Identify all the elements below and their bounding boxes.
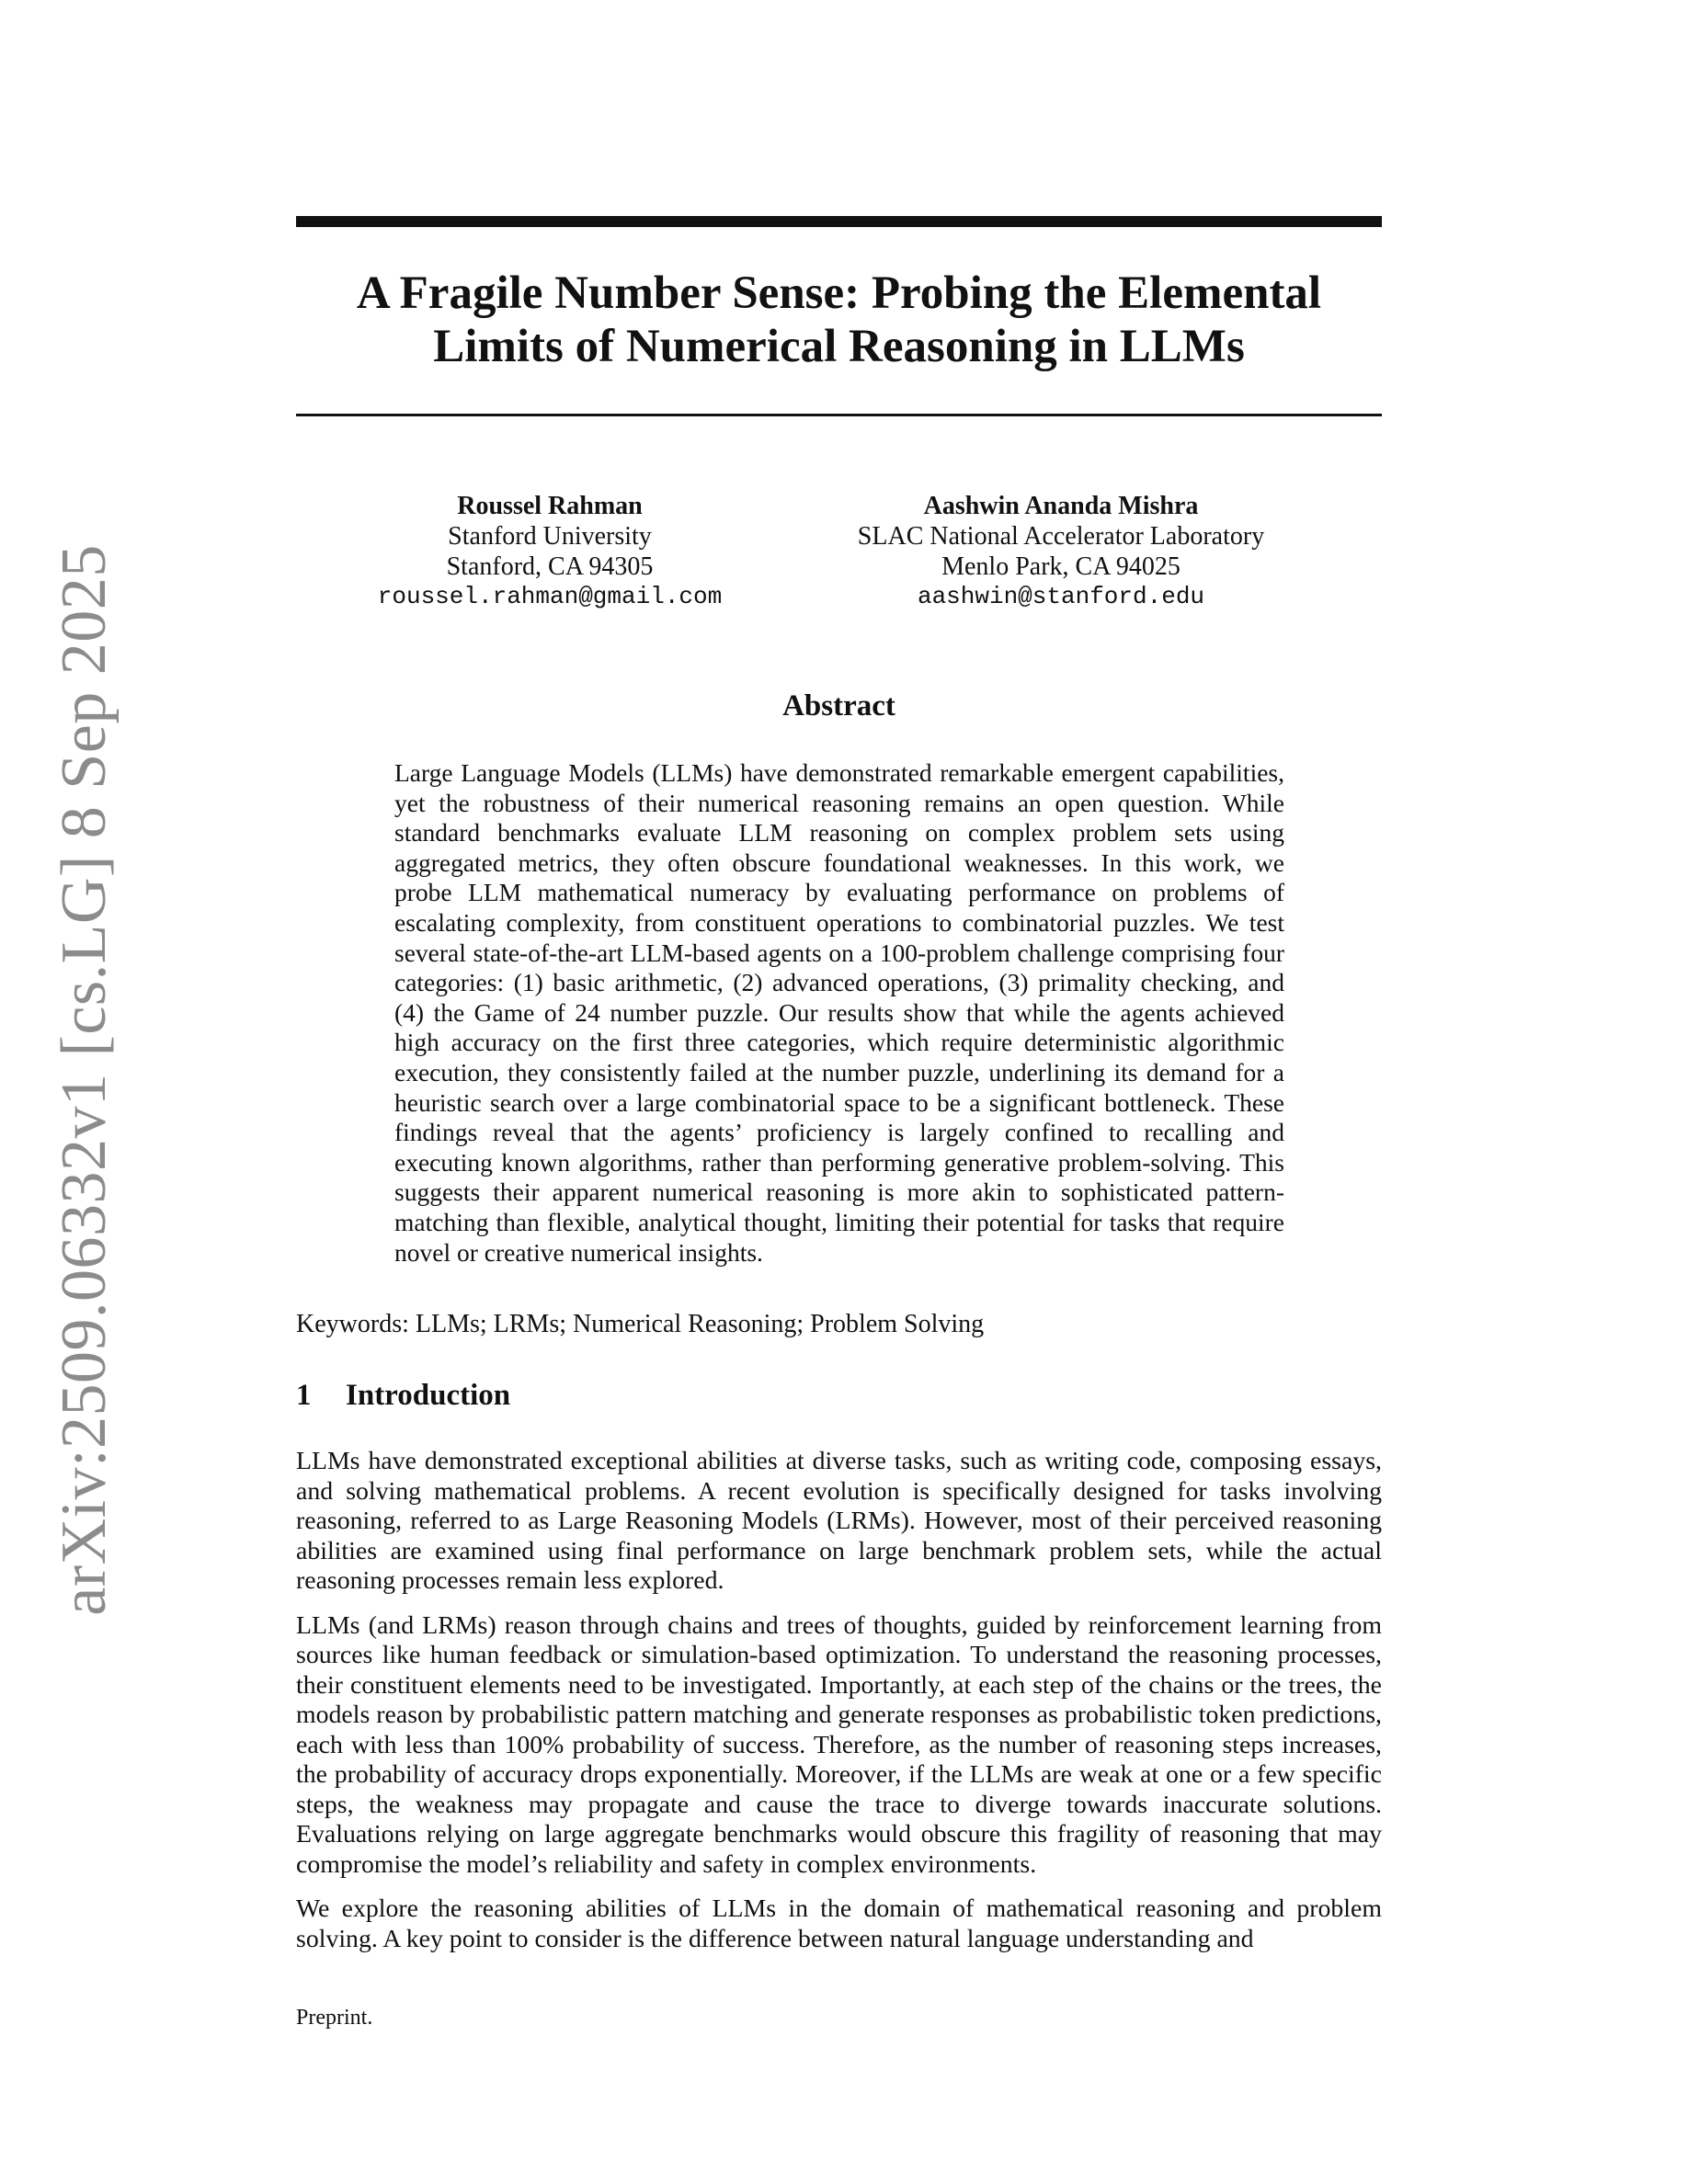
author-email: roussel.rahman@gmail.com: [377, 583, 723, 610]
intro-paragraph: LLMs have demonstrated exceptional abilities at diverse tasks, such as writing code, composing essays, and solving mathematical problems. A recent evolution is specifically designed for tasks involving reasoning, referred to as Large Reasoning Models (LRMs). However, most of their perceived reasoning abilities are examined using final performance on large benchmark problem sets, while the actual reasoning processes remain less explored.: [296, 1447, 1382, 1595]
paper-title: [296, 267, 1382, 373]
title-bottom-rule: [296, 414, 1382, 416]
preprint-footer: Preprint.: [296, 2006, 373, 2030]
author-location: Menlo Park, CA 94025: [941, 552, 1180, 581]
arxiv-identifier: arXiv:2509.06332v1 [cs.LG] 8 Sep 2025: [49, 544, 120, 1616]
abstract-heading: Abstract: [782, 689, 895, 722]
author-email: aashwin@stanford.edu: [917, 583, 1205, 610]
intro-paragraph: LLMs (and LRMs) reason through chains and trees of thoughts, guided by reinforcement learning from sources like human feedback or simulation-based optimization. To understand the reasoning processes, their constituent elements need to be investigated. Importantly, at each step of the chains or the trees, the models reason by probabilistic pattern matching and generate responses as probabilistic token predictions, each with less than 100% probability of success. Therefore, as the number of reasoning steps increases, the probability of accuracy drops exponentially. Moreover, if the LLMs are weak at one or a few specific steps, the weakness may propagate and cause the trace to diverge towards inaccurate solutions. Evaluations relying on large aggregate benchmarks would obscure this fragility of reasoning that may compromise the model’s reliability and safety in complex environments.: [296, 1610, 1382, 1879]
section-number: 1: [296, 1379, 312, 1412]
introduction-body: [296, 1447, 1382, 1969]
intro-paragraph: We explore the reasoning abilities of LLMs in the domain of mathematical reasoning and problem solving. A key point to consider is the difference between natural language understanding and: [296, 1894, 1382, 1953]
section-title: Introduction: [346, 1379, 511, 1412]
title-line-1: A Fragile Number Sense: Probing the Elemental: [356, 267, 1322, 319]
author-2: [831, 491, 1291, 612]
section-heading-introduction: [296, 1379, 510, 1413]
author-1: [375, 491, 724, 612]
title-top-rule: [296, 216, 1382, 227]
author-name: Roussel Rahman: [457, 492, 643, 520]
author-name: Aashwin Ananda Mishra: [923, 492, 1199, 520]
title-line-2: Limits of Numerical Reasoning in LLMs: [433, 321, 1245, 372]
author-affiliation: SLAC National Accelerator Laboratory: [857, 522, 1265, 551]
keywords: Keywords: LLMs; LRMs; Numerical Reasoning; Problem Solving: [296, 1310, 985, 1338]
author-affiliation: Stanford University: [448, 522, 652, 551]
author-location: Stanford, CA 94305: [446, 552, 654, 581]
abstract-text: Large Language Models (LLMs) have demonstrated remarkable emergent capabilities, yet the robustness of their numerical reasoning remains an open question. While standard benchmarks evaluate LLM reasoning on complex problem sets using aggregated metrics, they often obscure foundational weaknesses. In this work, we probe LLM mathematical numeracy by evaluating performance on problems of escalating complexity, from constituent operations to combinatorial puzzles. We test several state-of-the-art LLM-based agents on a 100-problem challenge comprising four categories: (1) basic arithmetic, (2) advanced operations, (3) primality checking, and (4) the Game of 24 number puzzle. Our results show that while the agents achieved high accuracy on the first three categories, which require deterministic algorithmic execution, they consistently failed at the number puzzle, underlining its demand for a heuristic search over a large combinatorial space to be a significant bottleneck. These findings reveal that the agents’ proficiency is largely confined to recalling and executing known algorithms, rather than performing generative problem-solving. This suggests their apparent numerical reasoning is more akin to sophisticated pattern-matching than flexible, analytical thought, limiting their potential for tasks that require novel or creative numerical insights.: [394, 758, 1284, 1267]
